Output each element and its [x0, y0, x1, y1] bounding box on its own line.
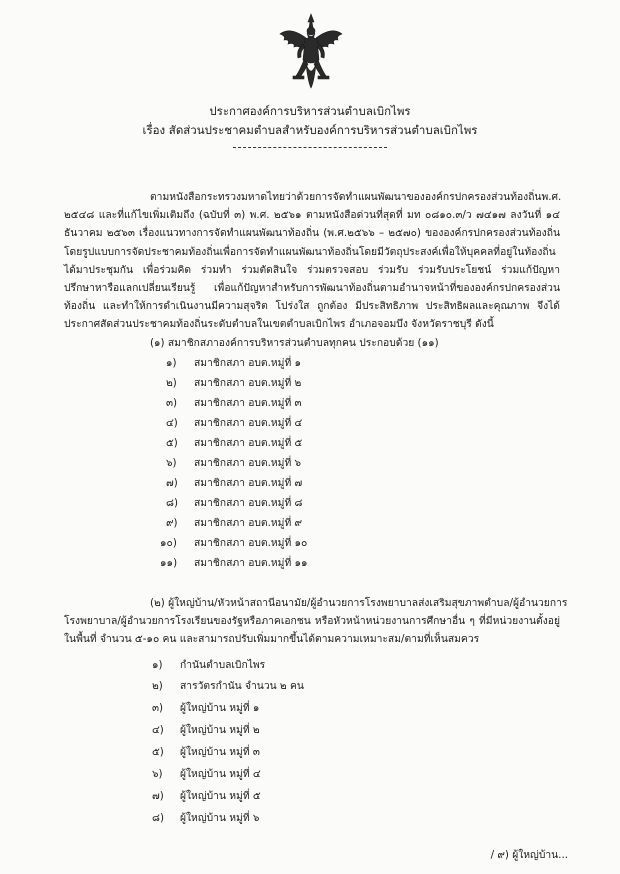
list-item-number: ๖) [166, 457, 177, 469]
paragraph-line: โดยรูปแบบการจัดประชาคมท้องถิ่นเพื่อการจัดทำแผนพัฒนาท้องถิ่นโดยมีวัตถุประสงค์เพื่อให้บุคคลที่อยู่ในท้องถิ่น [64, 246, 556, 258]
paragraph-line: ตามหนังสือกระทรวงมหาดไทยว่าด้วยการจัดทำแผนพัฒนาขององค์กรปกครองส่วนท้องถิ่นพ.ศ. [150, 191, 562, 203]
list-item-number: ๒) [152, 680, 163, 692]
list-item-number: ๔) [166, 417, 178, 429]
list-item-number: ๕) [166, 437, 178, 449]
list-item-number: ๒) [166, 377, 177, 389]
list-item: ผู้ใหญ่บ้าน หมู่ที่ ๔ [180, 768, 261, 780]
section-heading-line: ในพื้นที่ จำนวน ๕-๑๐ คน และสามารถปรับเพิ่มมากขึ้นได้ตามความเหมาะสม/ตามที่เห็นสมควร [64, 633, 480, 645]
list-item-number: ๓) [152, 702, 164, 714]
list-item-number: ๖) [152, 768, 163, 780]
list-item: สมาชิกสภา อบต.หมู่ที่ ๖ [194, 457, 302, 469]
list-item: สมาชิกสภา อบต.หมู่ที่ ๒ [194, 377, 302, 389]
list-item-number: ๑๑) [160, 557, 178, 569]
list-item: ผู้ใหญ่บ้าน หมู่ที่ ๒ [180, 724, 260, 736]
section-heading-line: โรงพยาบาล/ผู้อำนวยการโรงเรียนของรัฐหรือภาคเอกชน หรือหัวหน้าหน่วยงานการศึกษาอื่น ๆ ที่มีหน่วยงานตั้งอยู่ [64, 615, 560, 627]
list-item-number: ๗) [166, 477, 178, 489]
paragraph-line: ธันวาคม ๒๕๖๓ เรื่องแนวทางการจัดทำแผนพัฒนาท้องถิ่น (พ.ศ.๒๕๖๖ – ๒๕๗๐) ขององค์กรปกครองส่วนท้องถิ่น [64, 227, 560, 239]
section-heading: (๑) สมาชิกสภาองค์การบริหารส่วนตำบลทุกคน ประกอบด้วย (๑๑) [150, 337, 439, 349]
page-continuation: / ๙) ผู้ใหญ่บ้าน... [490, 849, 568, 861]
paragraph-line: ประกาศสัดส่วนประชาคมท้องถิ่นระดับตำบลในเขตตำบลเบิกไพร อำเภอจอมบึง จังหวัดราชบุรี ดังนี้ [64, 318, 494, 330]
paragraph-line: ปรึกษาหารือแลกเปลี่ยนเรียนรู้ เพื่อแก้ปัญหาสำหรับการพัฒนาท้องถิ่นตามอำนาจหน้าที่ขององค์กรปกครองส่วน [64, 282, 560, 294]
list-item: สมาชิกสภา อบต.หมู่ที่ ๔ [194, 417, 303, 429]
paragraph-line: ท้องถิ่น และทำให้การดำเนินงานมีความสุจริต โปร่งใส ถูกต้อง มีประสิทธิภาพ ประสิทธิผลและคุณภาพ จึงได้ [64, 300, 560, 312]
list-item: ผู้ใหญ่บ้าน หมู่ที่ ๕ [180, 790, 261, 802]
list-item-number: ๑) [152, 659, 163, 671]
list-item-number: ๓) [166, 397, 178, 409]
list-item: สมาชิกสภา อบต.หมู่ที่ ๓ [194, 397, 302, 409]
list-item: ผู้ใหญ่บ้าน หมู่ที่ ๓ [180, 746, 260, 758]
list-item-number: ๘) [166, 497, 178, 509]
title-divider [233, 147, 387, 148]
garuda-emblem-icon [276, 12, 346, 92]
list-item: กำนันตำบลเบิกไพร [180, 659, 266, 671]
list-item: สมาชิกสภา อบต.หมู่ที่ ๑๑ [194, 557, 308, 569]
list-item: สมาชิกสภา อบต.หมู่ที่ ๕ [194, 437, 303, 449]
list-item-number: ๘) [152, 812, 164, 824]
list-item: สมาชิกสภา อบต.หมู่ที่ ๑๐ [194, 537, 308, 549]
list-item-number: ๗) [152, 790, 164, 802]
list-item: สมาชิกสภา อบต.หมู่ที่ ๗ [194, 477, 303, 489]
list-item-number: ๙) [166, 517, 178, 529]
document-title: ประกาศองค์การบริหารส่วนตำบลเบิกไพร [209, 104, 411, 118]
document-subject: เรื่อง สัดส่วนประชาคมตำบลสำหรับองค์การบริหารส่วนตำบลเบิกไพร [142, 123, 478, 137]
list-item-number: ๔) [152, 724, 164, 736]
list-item: สมาชิกสภา อบต.หมู่ที่ ๘ [194, 497, 303, 509]
paragraph-line: ได้มาประชุมกัน เพื่อร่วมคิด ร่วมทำ ร่วมตัดสินใจ ร่วมตรวจสอบ ร่วมรับ ร่วมรับประโยชน์ ร่วมแก้ปัญหา [64, 264, 560, 276]
list-item-number: ๑๐) [160, 537, 177, 549]
list-item: ผู้ใหญ่บ้าน หมู่ที่ ๖ [180, 812, 260, 824]
list-item-number: ๑) [166, 357, 177, 369]
section-heading: (๒) ผู้ใหญ่บ้าน/หัวหน้าสถานีอนามัย/ผู้อำนวยการโรงพยาบาลส่งเสริมสุขภาพตำบล/ผู้อำนวยการ [150, 597, 568, 609]
list-item: สมาชิกสภา อบต.หมู่ที่ ๑ [194, 357, 302, 369]
list-item: ผู้ใหญ่บ้าน หมู่ที่ ๑ [180, 702, 260, 714]
paragraph-line: ๒๕๔๘ และที่แก้ไขเพิ่มเติมถึง (ฉบับที่ ๓) พ.ศ. ๒๕๖๑ ตามหนังสือด่วนที่สุดที่ มท ๐๘๑๐.๓/ว ๗๔๑๗ ลงวันที่ ๑๔ [64, 209, 560, 221]
list-item: สมาชิกสภา อบต.หมู่ที่ ๙ [194, 517, 303, 529]
list-item-number: ๕) [152, 746, 164, 758]
list-item: สารวัตรกำนัน จำนวน ๒ คน [180, 680, 304, 692]
